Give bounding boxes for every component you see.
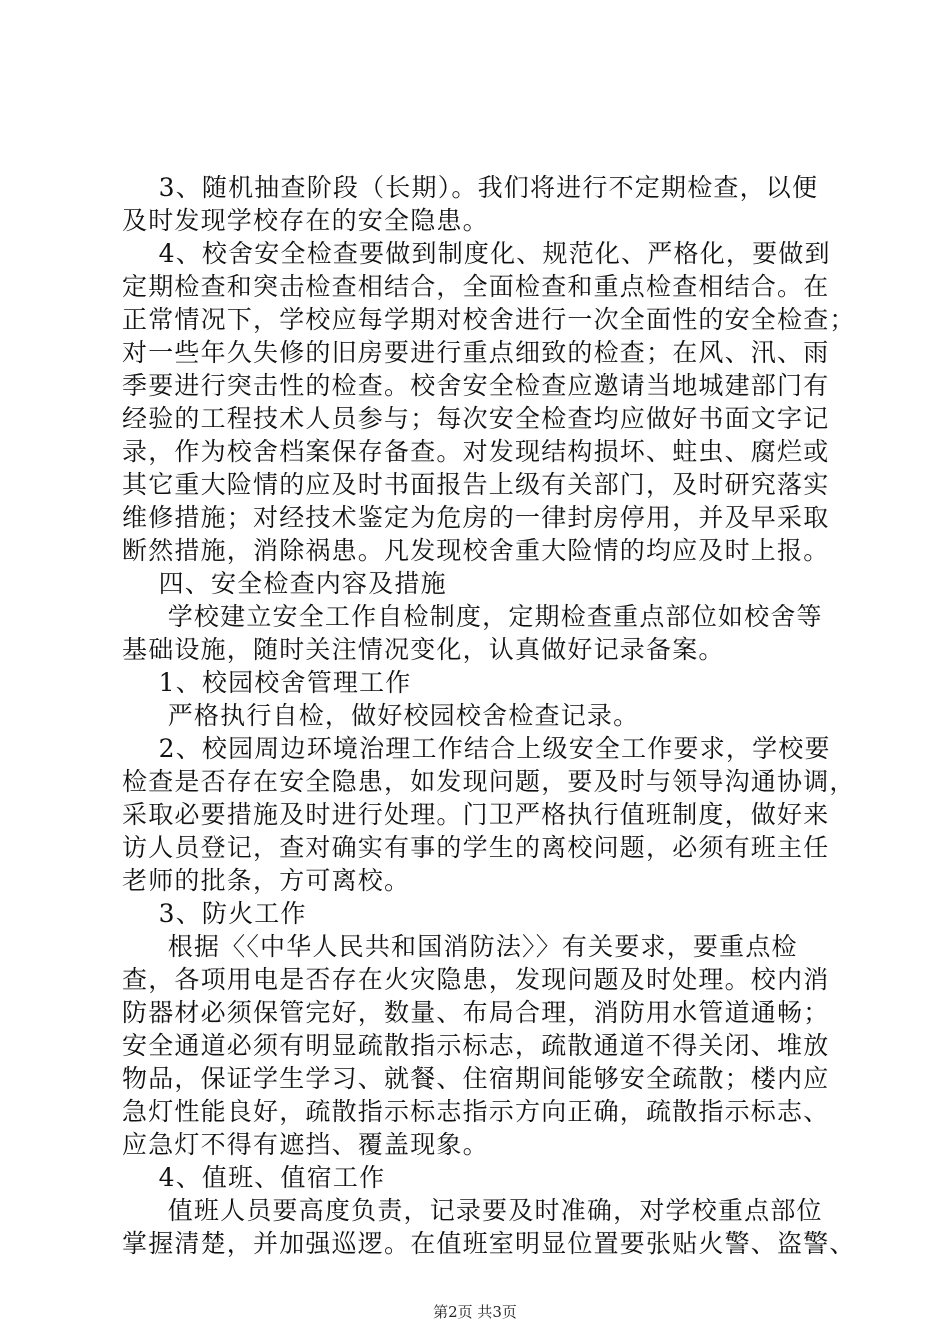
text-line: 2、校园周边环境治理工作结合上级安全工作要求，学校要: [122, 734, 831, 763]
text-line: 防器材必须保管完好，数量、布局合理，消防用水管道通畅；: [122, 998, 830, 1027]
text-line: 断然措施，消除祸患。凡发现校舍重大险情的均应及时上报。: [122, 536, 830, 565]
text-line: 经验的工程技术人员参与；每次安全检查均应做好书面文字记: [122, 404, 830, 433]
page-number: 第2页 共3页: [433, 1303, 517, 1321]
text-line: 学校建立安全工作自检制度，定期检查重点部位如校舍等: [122, 602, 823, 631]
page-footer: [0, 1302, 950, 1322]
document-body: [122, 171, 856, 1260]
text-line: 录，作为校舍档案保存备查。对发现结构损坏、蛀虫、腐烂或: [122, 437, 830, 466]
text-line: 根据〈〈中华人民共和国消防法〉〉有关要求，要重点检: [122, 932, 798, 961]
text-line: 应急灯不得有遮挡、覆盖现象。: [122, 1130, 489, 1159]
text-line: 采取必要措施及时进行处理。门卫严格执行值班制度，做好来: [122, 800, 830, 829]
subsection-heading: 1、校园校舍管理工作: [122, 668, 412, 697]
text-line: 及时发现学校存在的安全隐患。: [122, 206, 489, 235]
text-line: 物品，保证学生学习、就餐、住宿期间能够安全疏散；楼内应: [122, 1064, 830, 1093]
text-line: 4、校舍安全检查要做到制度化、规范化、严格化，要做到: [122, 239, 831, 268]
text-line: 其它重大险情的应及时书面报告上级有关部门，及时研究落实: [122, 470, 830, 499]
text-line: 老师的批条，方可离校。: [122, 866, 411, 895]
text-line: 急灯性能良好，疏散指示标志指示方向正确，疏散指示标志、: [122, 1097, 830, 1126]
text-line: 3、随机抽查阶段（长期）。我们将进行不定期检查，以便: [122, 173, 819, 202]
text-line: 对一些年久失修的旧房要进行重点细致的检查；在风、汛、雨: [122, 338, 830, 367]
text-line: 检查是否存在安全隐患，如发现问题，要及时与领导沟通协调，: [122, 767, 856, 796]
text-line: 定期检查和突击检查相结合，全面检查和重点检查相结合。在: [122, 272, 830, 301]
subsection-heading: 4、值班、值宿工作: [122, 1163, 386, 1192]
text-line: 正常情况下，学校应每学期对校舍进行一次全面性的安全检查；: [122, 305, 856, 334]
section-heading: 四、安全检查内容及措施: [122, 569, 447, 598]
text-line: 基础设施，随时关注情况变化，认真做好记录备案。: [122, 635, 725, 664]
text-line: 维修措施；对经技术鉴定为危房的一律封房停用，并及早采取: [122, 503, 830, 532]
text-line: 安全通道必须有明显疏散指示标志，疏散通道不得关闭、堆放: [122, 1031, 830, 1060]
text-line: 掌握清楚，并加强巡逻。在值班室明显位置要张贴火警、盗警、: [122, 1229, 856, 1258]
text-line: 季要进行突击性的检查。校舍安全检查应邀请当地城建部门有: [122, 371, 830, 400]
text-line: 严格执行自检，做好校园校舍检查记录。: [122, 701, 640, 730]
subsection-heading: 3、防火工作: [122, 899, 307, 928]
text-line: 访人员登记，查对确实有事的学生的离校问题，必须有班主任: [122, 833, 830, 862]
text-line: 值班人员要高度负责，记录要及时准确，对学校重点部位: [122, 1196, 823, 1225]
text-line: 查，各项用电是否存在火灾隐患，发现问题及时处理。校内消: [122, 965, 830, 994]
